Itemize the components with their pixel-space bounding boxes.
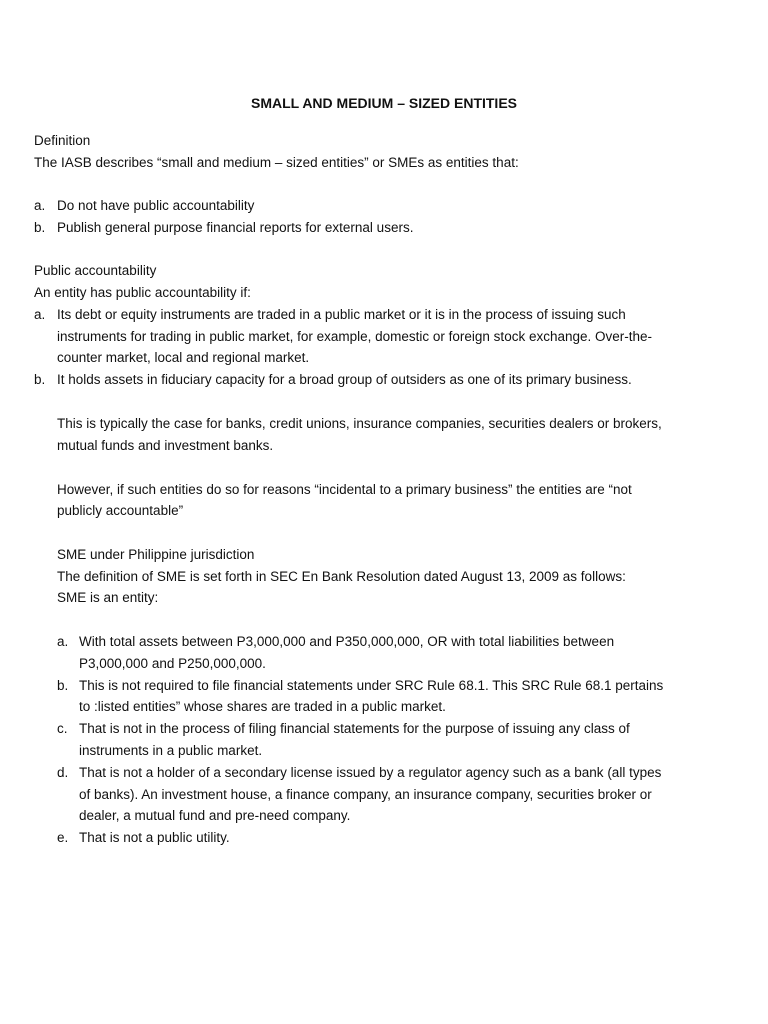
definition-intro: The IASB describes “small and medium – sized entities” or SMEs as entities that:	[34, 155, 519, 170]
list-marker: a.	[34, 307, 46, 322]
list-marker: a.	[57, 634, 69, 649]
list-item-text: That is not a holder of a secondary license issued by a regulator agency such as a bank (all types	[79, 765, 662, 780]
sme-ph-heading: SME under Philippine jurisdiction	[57, 547, 255, 562]
list-marker: b.	[34, 372, 46, 387]
list-item-text: That is not a public utility.	[79, 830, 230, 845]
list-marker: b.	[57, 678, 69, 693]
list-item-text: With total assets between P3,000,000 and P350,000,000, OR with total liabilities between	[79, 634, 615, 649]
list-item-text: This is not required to file financial statements under SRC Rule 68.1. This SRC Rule 68.1 pertains	[79, 678, 664, 693]
list-item-text: Its debt or equity instruments are traded in a public market or it is in the process of issuing such	[57, 307, 626, 322]
definition-heading: Definition	[34, 133, 91, 148]
paragraph-line: This is typically the case for banks, credit unions, insurance companies, securities dealers or brokers,	[57, 416, 662, 431]
list-item-text: of banks). An investment house, a finance company, an insurance company, securities broker or	[79, 787, 652, 802]
list-marker: d.	[57, 765, 69, 780]
list-item-text: dealer, a mutual fund and pre-need company.	[79, 808, 351, 823]
sme-ph-intro: SME is an entity:	[57, 590, 159, 605]
list-item-text: counter market, local and regional market.	[57, 350, 310, 365]
public-accountability-intro: An entity has public accountability if:	[34, 285, 251, 300]
list-marker: e.	[57, 830, 69, 845]
list-item-text: P3,000,000 and P250,000,000.	[79, 656, 266, 671]
list-item-text: to :listed entities” whose shares are traded in a public market.	[79, 699, 446, 714]
list-item-text: instruments in a public market.	[79, 743, 263, 758]
list-item-text: Do not have public accountability	[57, 198, 255, 213]
list-marker: b.	[34, 220, 46, 235]
paragraph-line: publicly accountable”	[57, 503, 184, 518]
list-item-text: It holds assets in fiduciary capacity for a broad group of outsiders as one of its primary business.	[57, 372, 632, 387]
public-accountability-heading: Public accountability	[34, 263, 157, 278]
list-item-text: Publish general purpose financial reports for external users.	[57, 220, 414, 235]
list-marker: a.	[34, 198, 46, 213]
sme-ph-intro: The definition of SME is set forth in SEC En Bank Resolution dated August 13, 2009 as follows:	[57, 569, 626, 584]
paragraph-line: However, if such entities do so for reasons “incidental to a primary business” the entities are “not	[57, 482, 632, 497]
list-item-text: instruments for trading in public market, for example, domestic or foreign stock exchange. Over-the-	[57, 329, 653, 344]
document-title: SMALL AND MEDIUM – SIZED ENTITIES	[250, 95, 517, 111]
paragraph-line: mutual funds and investment banks.	[57, 438, 274, 453]
list-item-text: That is not in the process of filing financial statements for the purpose of issuing any class of	[79, 721, 630, 736]
list-marker: c.	[57, 721, 68, 736]
